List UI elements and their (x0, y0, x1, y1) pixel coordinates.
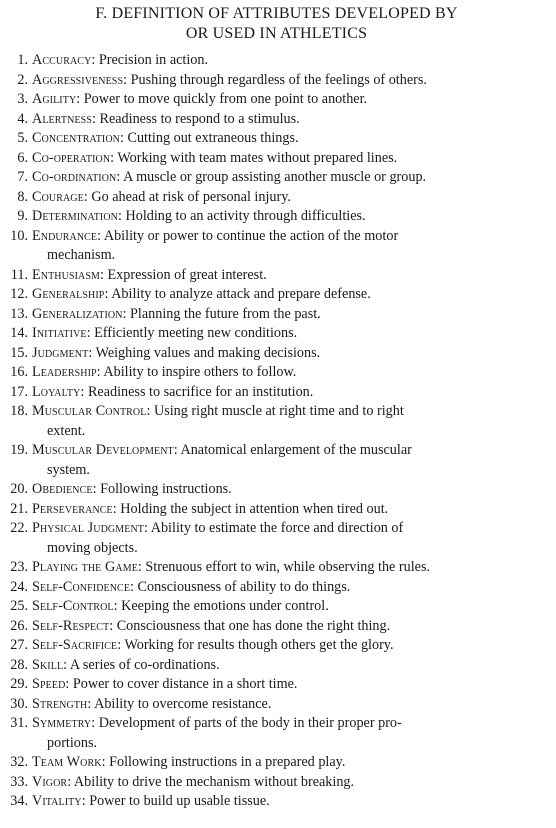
item-separator: : (117, 208, 126, 224)
item-entry (32, 324, 550, 344)
item-separator: : (83, 188, 92, 205)
item-separator: : (92, 110, 100, 127)
item-term: Co-ordination (32, 169, 117, 185)
item-number: 6. (17, 149, 28, 166)
item-entry (32, 305, 550, 325)
item-term: Determination (32, 208, 118, 224)
item-term: Concentration (32, 130, 120, 146)
item-separator: : (67, 773, 74, 790)
item-separator: : (87, 695, 95, 712)
item-definition: Ability to inspire others to follow. (103, 364, 297, 380)
item-entry (32, 363, 550, 383)
attribute-item (3, 207, 550, 227)
item-definition: Power to build up usable tissue. (89, 793, 270, 809)
item-separator: : (65, 676, 73, 692)
attribute-item (3, 71, 550, 91)
item-definition: Cutting out extraneous things. (127, 130, 299, 146)
item-term: Initiative (32, 325, 87, 341)
item-number: 34. (10, 793, 28, 809)
item-number: 29. (10, 676, 28, 692)
item-separator: : (173, 442, 181, 458)
attribute-item (3, 617, 550, 637)
item-separator: : (96, 364, 104, 380)
attribute-item (3, 656, 550, 676)
attribute-item (3, 324, 550, 344)
item-entry (32, 480, 550, 500)
item-number: 11. (10, 266, 28, 283)
item-term: Generalization (32, 305, 123, 322)
item-number: 25. (10, 598, 28, 614)
attribute-item (3, 344, 550, 364)
item-separator: : (122, 305, 131, 322)
item-number: 14. (10, 325, 28, 341)
item-definition-continuation: moving objects. (47, 539, 138, 556)
attribute-item (3, 51, 550, 71)
item-definition: Ability to analyze attack and prepare defense. (111, 286, 371, 302)
item-term: Symmetry (32, 715, 92, 731)
item-term: Speed (32, 676, 66, 692)
item-number: 2. (17, 71, 28, 88)
item-definition: Following instructions in a prepared play. (109, 754, 346, 770)
item-number: 5. (17, 130, 28, 146)
attribute-list (3, 51, 550, 812)
item-separator: : (91, 715, 99, 731)
item-definition: Go ahead at risk of personal injury. (91, 188, 291, 205)
attribute-item (3, 558, 550, 578)
item-entry (32, 188, 550, 208)
item-number: 32. (10, 754, 28, 770)
item-term: Playing the Game (32, 559, 138, 575)
item-separator: : (123, 71, 131, 88)
item-definition: Ability or power to continue the action of the motor (103, 227, 399, 244)
item-separator: : (144, 520, 151, 536)
item-definition-continuation: system. (47, 461, 90, 478)
page-title (3, 4, 550, 44)
item-definition: Holding to an activity through difficulties. (125, 208, 366, 224)
item-number: 28. (10, 656, 28, 673)
item-term: Endurance (32, 227, 98, 244)
item-entry (32, 675, 550, 695)
attribute-item (3, 168, 550, 188)
attribute-item (3, 149, 550, 169)
item-entry (32, 519, 550, 558)
item-number: 10. (10, 227, 28, 244)
item-term: Vitality (32, 793, 82, 809)
item-term: Self-Respect (32, 617, 110, 634)
item-number: 8. (17, 188, 28, 205)
item-definition: Readiness to respond to a stimulus. (99, 110, 300, 127)
item-definition: Keeping the emotions under control. (121, 598, 329, 614)
item-definition: Consciousness of ability to do things. (137, 578, 351, 595)
item-separator: : (109, 617, 117, 634)
item-term: Self-Sacrifice (32, 637, 118, 653)
item-definition: Planning the future from the past. (130, 305, 321, 322)
item-definition: Ability to drive the mechanism without breaking. (73, 773, 355, 790)
attribute-item (3, 110, 550, 130)
item-entry (32, 656, 550, 676)
item-definition: A muscle or group assisting another muscle or group. (123, 169, 427, 185)
item-entry (32, 149, 550, 169)
item-entry (32, 753, 550, 773)
item-term: Co-operation (32, 149, 111, 166)
item-term: Aggressiveness (32, 71, 124, 88)
item-definition: Power to cover distance in a short time. (72, 676, 298, 692)
attribute-item (3, 383, 550, 403)
item-definition: Working for results though others get the glory. (124, 637, 394, 653)
item-definition: Expression of great interest. (107, 266, 267, 283)
attribute-item (3, 90, 550, 110)
item-entry (32, 266, 550, 286)
item-term: Alertness (32, 110, 92, 127)
item-term: Leadership (32, 364, 97, 380)
item-separator: : (113, 598, 122, 614)
item-number: 19. (10, 442, 28, 458)
attribute-item (3, 753, 550, 773)
attribute-item (3, 597, 550, 617)
item-definition: Holding the subject in attention when tired out. (120, 500, 389, 517)
item-separator: : (146, 403, 154, 419)
item-separator: : (130, 578, 138, 595)
item-number: 23. (10, 559, 28, 575)
item-separator: : (116, 169, 124, 185)
item-definition-continuation: mechanism. (47, 247, 116, 263)
item-number: 3. (17, 91, 28, 107)
item-entry (32, 441, 550, 480)
item-term: Strength (32, 695, 88, 712)
item-number: 26. (10, 617, 28, 634)
attribute-item (3, 402, 550, 441)
attribute-item (3, 227, 550, 266)
item-entry (32, 695, 550, 715)
attribute-item (3, 129, 550, 149)
item-entry (32, 792, 550, 812)
item-term: Self-Confidence (32, 578, 131, 595)
title-line-2: OR USED IN ATHLETICS (185, 25, 368, 42)
item-term: Courage (32, 188, 84, 205)
title-line-1: F. DEFINITION OF ATTRIBUTES DEVELOPED BY (95, 5, 458, 22)
attribute-item (3, 363, 550, 383)
attribute-item (3, 675, 550, 695)
item-definition: Anatomical enlargement of the muscular (180, 442, 412, 458)
item-separator: : (80, 383, 88, 400)
item-definition: Efficiently meeting new conditions. (94, 325, 298, 341)
item-term: Team Work (32, 754, 102, 770)
item-number: 33. (10, 773, 28, 790)
item-term: Vigor (32, 773, 68, 790)
item-entry (32, 110, 550, 130)
item-term: Judgment (32, 344, 89, 361)
item-definition: Working with team mates without prepared lines. (117, 149, 398, 166)
item-entry (32, 51, 550, 71)
item-separator: : (112, 500, 121, 517)
item-entry (32, 227, 550, 266)
item-entry (32, 597, 550, 617)
attribute-item (3, 695, 550, 715)
attribute-item (3, 792, 550, 812)
item-separator: : (91, 52, 99, 68)
item-number: 27. (10, 637, 28, 653)
item-definition: Weighing values and making decisions. (95, 344, 321, 361)
item-definition: Ability to estimate the force and direction of (150, 520, 404, 536)
item-number: 20. (10, 481, 28, 497)
item-separator: : (117, 637, 125, 653)
item-number: 31. (10, 715, 28, 731)
item-number: 12. (10, 286, 28, 302)
attribute-item (3, 188, 550, 208)
item-term: Agility (32, 91, 77, 107)
item-entry (32, 344, 550, 364)
item-definition: Pushing through regardless of the feelings of others. (130, 71, 427, 88)
item-entry (32, 636, 550, 656)
item-definition-continuation: extent. (47, 422, 86, 439)
item-separator: : (101, 754, 110, 770)
item-term: Muscular Control (32, 403, 147, 419)
item-number: 22. (10, 520, 28, 536)
item-number: 18. (10, 403, 28, 419)
item-separator: : (110, 149, 118, 166)
item-separator: : (119, 130, 128, 146)
item-number: 17. (10, 383, 28, 400)
item-term: Obedience (32, 481, 93, 497)
attribute-item (3, 519, 550, 558)
item-definition: Strenuous effort to win, while observing the rules. (145, 559, 431, 575)
item-term: Loyalty (32, 383, 81, 400)
attribute-item (3, 578, 550, 598)
item-definition: Precision in action. (98, 52, 209, 68)
attribute-item (3, 500, 550, 520)
item-definition: Using right muscle at right time and to right (153, 403, 404, 419)
attribute-item (3, 285, 550, 305)
item-entry (32, 773, 550, 793)
item-term: Self-Control (32, 598, 114, 614)
attribute-item (3, 266, 550, 286)
item-number: 15. (10, 344, 28, 361)
item-separator: : (88, 344, 96, 361)
item-definition: Readiness to sacrifice for an institution. (87, 383, 314, 400)
item-separator: : (100, 266, 108, 283)
item-term: Generalship (32, 286, 105, 302)
item-entry (32, 617, 550, 637)
item-term: Enthusiasm (32, 266, 101, 283)
item-definition: Consciousness that one has done the right thing. (116, 617, 391, 634)
item-entry (32, 90, 550, 110)
item-term: Skill (32, 656, 64, 673)
item-entry (32, 402, 550, 441)
item-entry (32, 558, 550, 578)
item-number: 4. (17, 110, 28, 127)
item-term: Physical Judgment (32, 520, 144, 536)
item-separator: : (63, 656, 70, 673)
item-definition: A series of co-ordinations. (69, 656, 220, 673)
item-separator: : (92, 481, 101, 497)
item-definition: Following instructions. (100, 481, 232, 497)
item-separator: : (97, 227, 104, 244)
attribute-item (3, 714, 550, 753)
item-number: 13. (10, 305, 28, 322)
item-term: Perseverance (32, 500, 113, 517)
item-entry (32, 207, 550, 227)
item-entry (32, 714, 550, 753)
attribute-item (3, 636, 550, 656)
item-definition-continuation: portions. (47, 734, 98, 751)
attribute-item (3, 480, 550, 500)
attribute-item (3, 441, 550, 480)
item-separator: : (86, 325, 95, 341)
item-number: 7. (17, 169, 28, 185)
item-separator: : (137, 559, 146, 575)
item-number: 30. (10, 695, 28, 712)
item-entry (32, 383, 550, 403)
item-definition: Development of parts of the body in their proper pro- (98, 715, 402, 731)
attribute-item (3, 773, 550, 793)
attribute-item (3, 305, 550, 325)
item-separator: : (76, 91, 84, 107)
item-number: 24. (10, 578, 28, 595)
item-entry (32, 500, 550, 520)
item-separator: : (81, 793, 90, 809)
item-definition: Ability to overcome resistance. (94, 695, 272, 712)
item-term: Muscular Development (32, 442, 174, 458)
item-number: 1. (17, 52, 28, 68)
item-separator: : (104, 286, 112, 302)
item-number: 21. (10, 500, 28, 517)
item-entry (32, 168, 550, 188)
item-entry (32, 129, 550, 149)
item-term: Accuracy (32, 52, 92, 68)
item-number: 16. (10, 364, 28, 380)
item-entry (32, 578, 550, 598)
item-entry (32, 71, 550, 91)
item-definition: Power to move quickly from one point to another. (83, 91, 368, 107)
item-number: 9. (17, 208, 28, 224)
item-entry (32, 285, 550, 305)
